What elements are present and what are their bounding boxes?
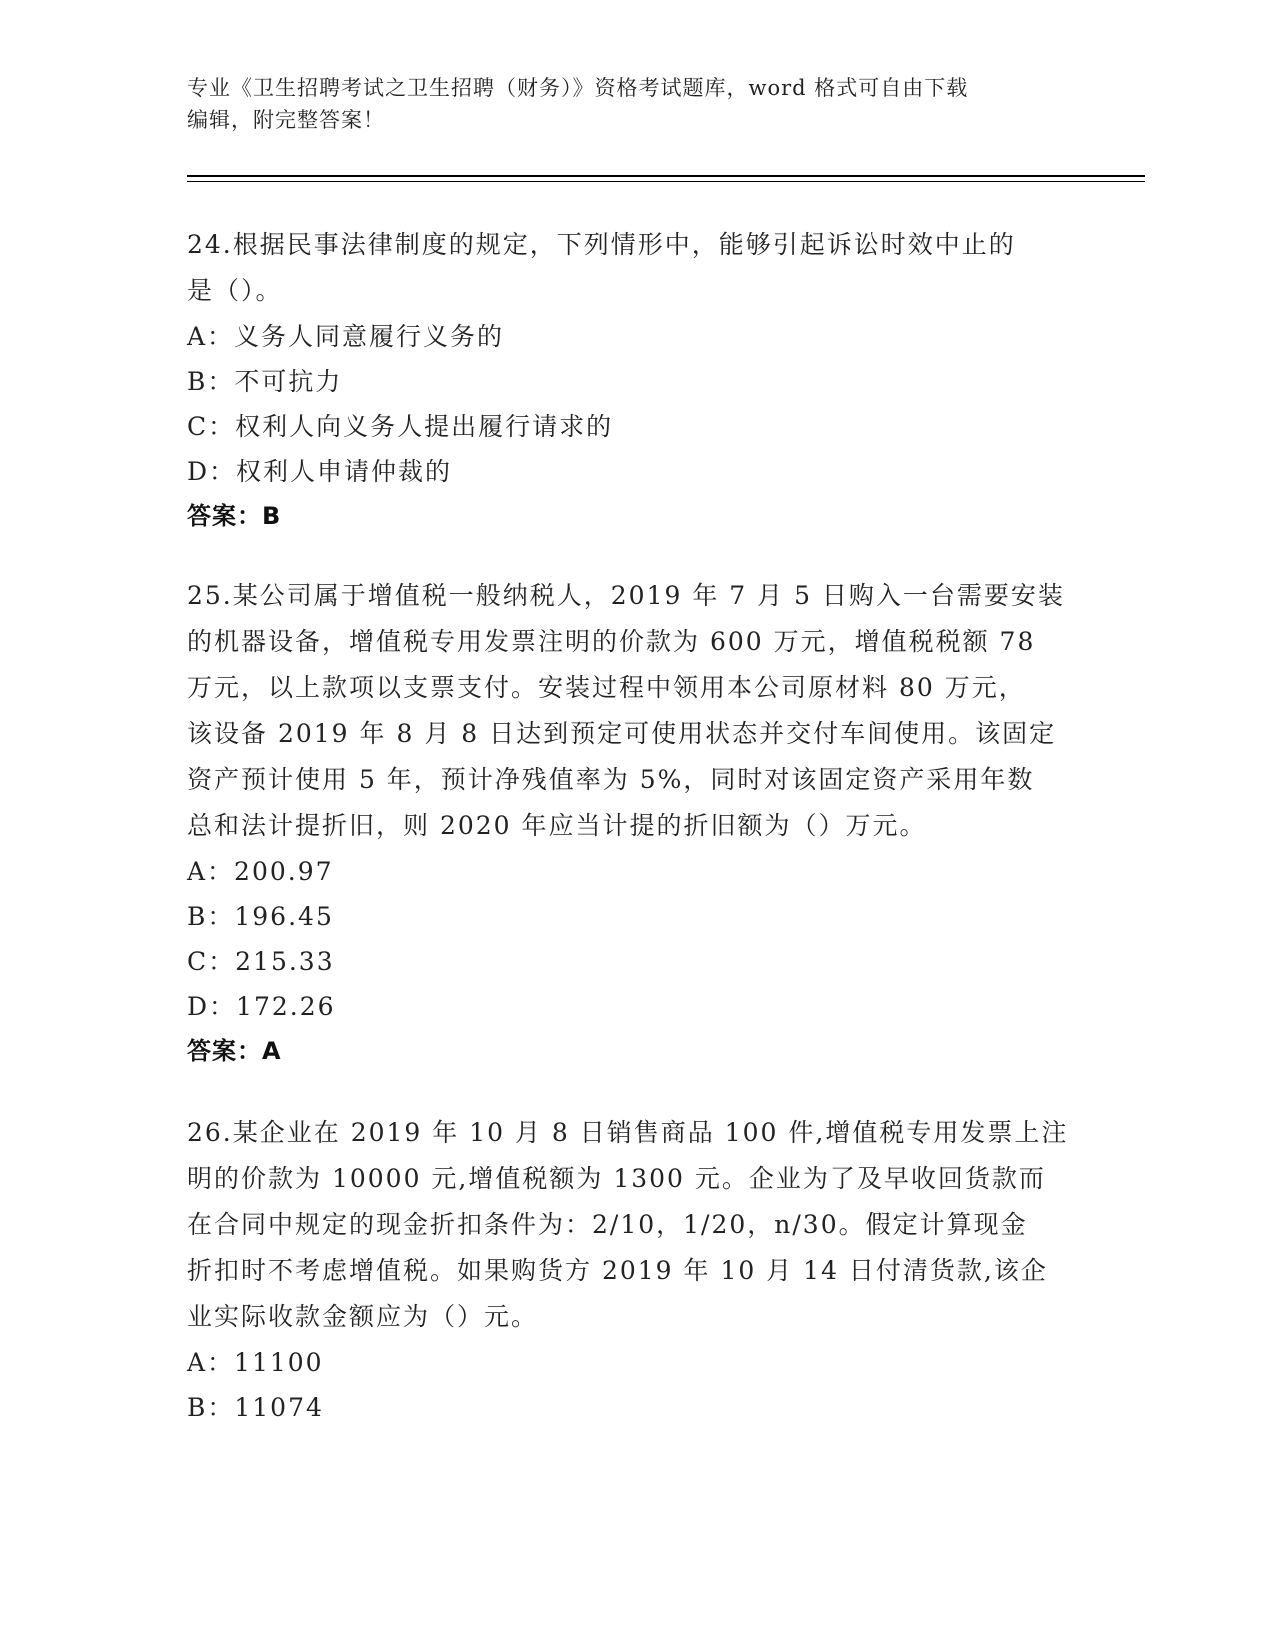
option-d: D：权利人申请仲裁的	[187, 457, 453, 486]
question-stem-line: 总和法计提折旧，则 2020 年应当计提的折旧额为（）万元。	[187, 811, 927, 840]
option-a: A：200.97	[187, 857, 334, 886]
option-a: A：义务人同意履行义务的	[187, 322, 505, 351]
header-divider-thin	[187, 181, 1145, 182]
question-stem-line: 业实际收款金额应为（）元。	[187, 1302, 539, 1331]
answer-label: 答案：A	[187, 1037, 282, 1065]
header-line-1: 专业《卫生招聘考试之卫生招聘（财务）》资格考试题库，word 格式可自由下载	[187, 76, 969, 100]
question-stem-line: 的机器设备，增值税专用发票注明的价款为 600 万元，增值税税额 78	[187, 627, 1036, 656]
header-line-2: 编辑，附完整答案！	[187, 108, 385, 132]
question-stem-line: 是（）。	[187, 276, 283, 305]
question-stem-line: 24.根据民事法律制度的规定，下列情形中，能够引起诉讼时效中止的	[187, 230, 1016, 259]
option-c: C：215.33	[187, 947, 335, 976]
option-b: B：11074	[187, 1393, 324, 1422]
question-stem-line: 明的价款为 10000 元,增值税额为 1300 元。企业为了及早收回货款而	[187, 1164, 1046, 1193]
question-stem-line: 折扣时不考虑增值税。如果购货方 2019 年 10 月 14 日付清货款,该企	[187, 1256, 1048, 1285]
question-stem-line: 该设备 2019 年 8 月 8 日达到预定可使用状态并交付车间使用。该固定	[187, 719, 1057, 748]
question-stem-line: 万元，以上款项以支票支付。安装过程中领用本公司原材料 80 万元，	[187, 673, 1026, 702]
document-header	[187, 72, 1087, 136]
option-d: D：172.26	[187, 992, 336, 1021]
option-c: C：权利人向义务人提出履行请求的	[187, 412, 614, 441]
question-stem-line: 资产预计使用 5 年，预计净残值率为 5%，同时对该固定资产采用年数	[187, 765, 1035, 794]
option-b: B：196.45	[187, 902, 334, 931]
option-b: B：不可抗力	[187, 367, 343, 396]
question-stem-line: 在合同中规定的现金折扣条件为：2/10，1/20，n/30。假定计算现金	[187, 1210, 1028, 1239]
question-stem-line: 25.某公司属于增值税一般纳税人，2019 年 7 月 5 日购入一台需要安装	[187, 581, 1065, 610]
question-26	[187, 1110, 1087, 1430]
option-a: A：11100	[187, 1348, 324, 1377]
header-divider-thick	[187, 175, 1145, 177]
answer-label: 答案：B	[187, 502, 282, 530]
question-stem-line: 26.某企业在 2019 年 10 月 8 日销售商品 100 件,增值税专用发票上注	[187, 1118, 1069, 1147]
question-25	[187, 573, 1087, 1074]
question-24	[187, 222, 1087, 539]
